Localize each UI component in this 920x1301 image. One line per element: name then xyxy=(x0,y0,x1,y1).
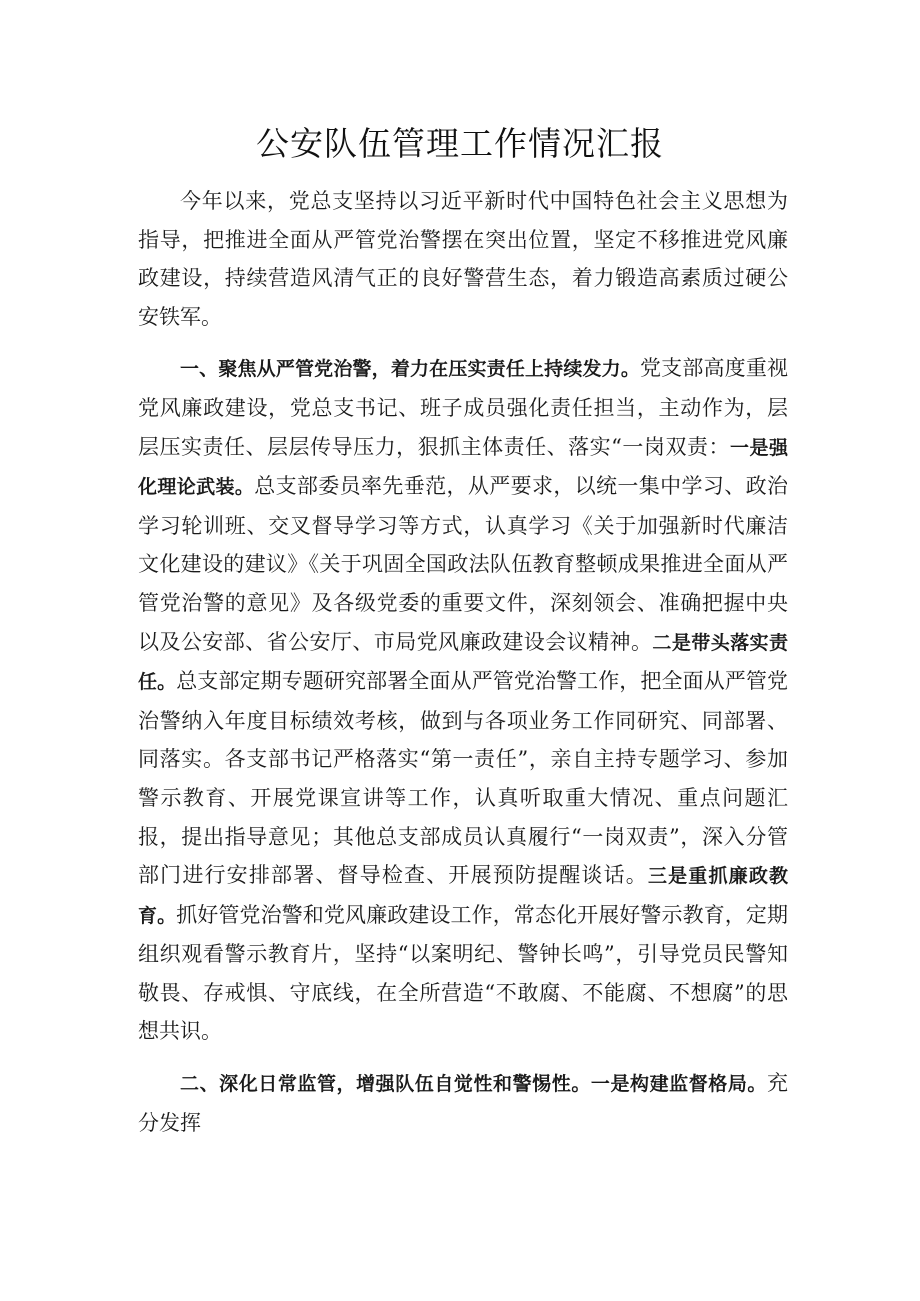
section-1-paragraph xyxy=(138,349,788,1051)
document-body xyxy=(138,182,788,1142)
section-1-text: 党支部高度重视党风廉政建设，党总支书记、班子成员强化责任担当，主动作为，层层压实责任、层层传导压力，狠抓主体责任、落实“一岗双责： xyxy=(138,356,788,459)
section-1-text: 总支部委员率先垂范，从严要求，以统一集中学习、政治学习轮训班、交叉督导学习等方式，认真学习《关于加强新时代廉洁文化建设的建议》《关于巩固全国政法队伍教育整顿成果推进全面从严管党治警的意见》及各级党委的重要文件，深刻领会、准确把握中央以及公安部、省公安厅、市局党风廉政建设会议精神。 xyxy=(138,474,788,654)
section-1-subheading-1: 一是强化理论武装。 xyxy=(138,436,788,499)
section-1-subheading-2: 二是带头落实责任。 xyxy=(138,631,788,694)
document-title: 公安队伍管理工作情况汇报 xyxy=(256,124,664,163)
section-1-text: 抓好管党治警和党风廉政建设工作，常态化开展好警示教育，定期组织观看警示教育片，坚持“以案明纪、警钟长鸣”，引导党员民警知敬畏、存戒惧、守底线，在全所营造“不敢腐、不能腐、不想腐”的思想共识。 xyxy=(138,902,788,1044)
section-1-text: 总支部定期专题研究部署全面从严管党治警工作，把全面从严管党治警纳入年度目标绩效考核，做到与各项业务工作同研究、同部署、同落实。各支部书记严格落实“第一责任”，亲自主持专题学习、参加警示教育、开展党课宣讲等工作，认真听取重大情况、重点问题汇报，提出指导意见；其他总支部成员认真履行“一岗双责”，深入分管部门进行安排部署、督导检查、开展预防提醒谈话。 xyxy=(138,669,788,888)
intro-paragraph: 今年以来，党总支坚持以习近平新时代中国特色社会主义思想为指导，把推进全面从严管党治警摆在突出位置，坚定不移推进党风廉政建设，持续营造风清气正的良好警营生态，着力锻造高素质过硬公安铁军。 xyxy=(138,189,788,329)
section-1-heading: 一、聚焦从严管党治警，着力在压实责任上持续发力。 xyxy=(180,358,640,381)
section-2-paragraph xyxy=(138,1064,788,1142)
section-2-text: 充分发挥 xyxy=(138,1071,788,1135)
section-1-subheading-3: 三是重抓廉政教育。 xyxy=(138,865,788,927)
section-2-subheading-1: 一是构建监督格局。 xyxy=(590,1073,767,1096)
section-2-heading: 二、深化日常监管，增强队伍自觉性和警惕性。 xyxy=(180,1073,591,1096)
